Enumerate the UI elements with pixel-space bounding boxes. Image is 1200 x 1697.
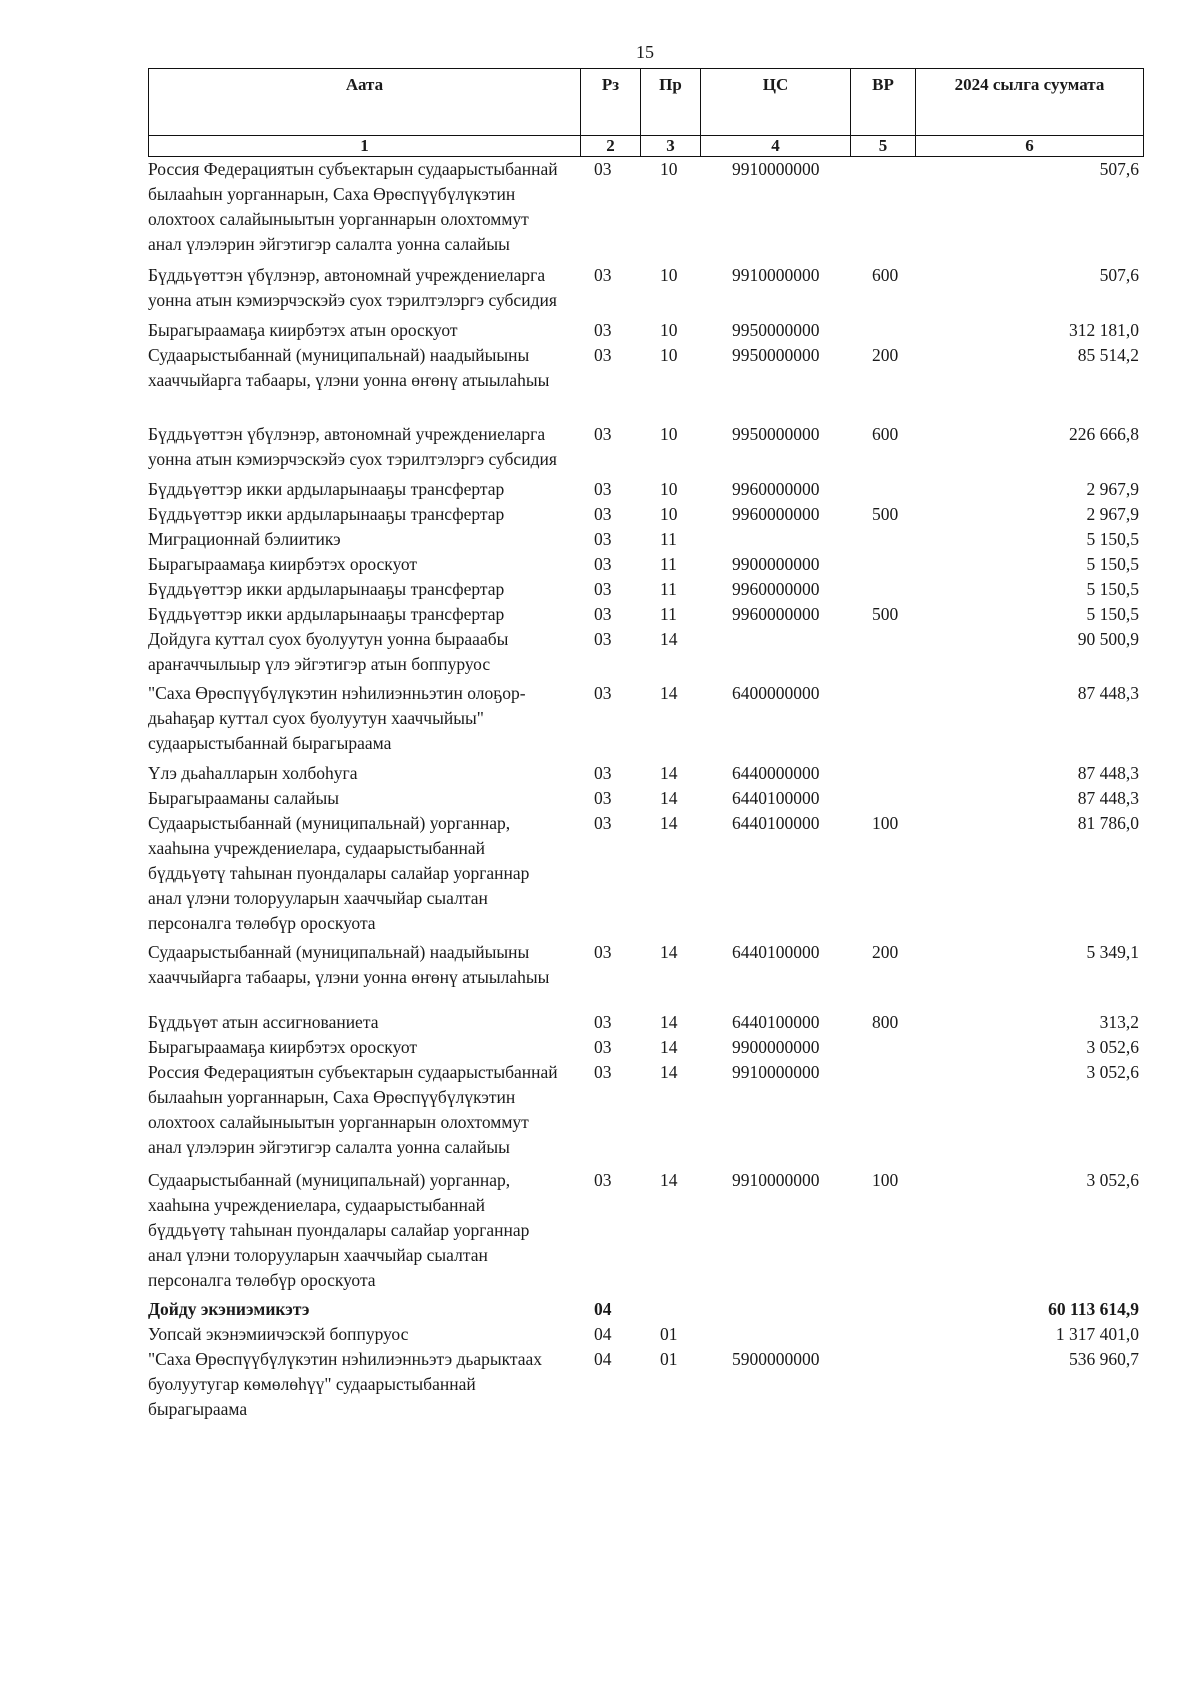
row-name: Бүддьүөттэн үбүлэнэр, автономнай учреждениеларга уонна атын кэмиэрчэскэйэ суох тэрилтэлэргэ субсидия [148, 265, 557, 310]
header-number-5: 5 [851, 136, 916, 157]
row-name: "Саха Өрөспүүбүлүкэтин нэһилиэнньэтин олоҕор-дьаһаҕар куттал суох буолуутун хааччыйыы" судаарыстыбаннай бырагыраама [148, 683, 526, 753]
row-pr: 14 [660, 942, 678, 962]
row-amount: 5 150,5 [1086, 529, 1139, 549]
row-amount: 60 113 614,9 [1048, 1299, 1139, 1319]
header-number-1: 1 [149, 136, 581, 157]
row-rz: 03 [594, 1037, 612, 1057]
row-cs: 9960000000 [732, 579, 820, 599]
row-cs: 9960000000 [732, 504, 820, 524]
row-cs: 6440000000 [732, 763, 820, 783]
row-name: Бырагыраамаҕа киирбэтэх ороскуот [148, 554, 418, 574]
row-name: Бырагыраамаҕа киирбэтэх атын ороскуот [148, 320, 458, 340]
row-cs: 9910000000 [732, 159, 820, 179]
row-cs [700, 1322, 850, 1347]
table-row [148, 1035, 1143, 1060]
row-rz: 03 [594, 320, 612, 340]
row-cs: 9950000000 [732, 320, 820, 340]
row-amount: 507,6 [1099, 265, 1139, 285]
row-cs [700, 527, 850, 552]
row-name: Бүддьүөттэн үбүлэнэр, автономнай учреждениеларга уонна атын кэмиэрчэскэйэ суох тэрилтэлэргэ субсидия [148, 424, 557, 469]
header-vr: ВР [851, 69, 916, 136]
table-row [148, 940, 1143, 1010]
row-rz: 03 [594, 579, 612, 599]
row-vr [850, 681, 915, 761]
row-rz: 03 [594, 683, 612, 703]
header-number-3: 3 [641, 136, 701, 157]
header-rz: Рз [581, 69, 641, 136]
row-amount: 536 960,7 [1069, 1349, 1139, 1369]
row-pr: 10 [660, 424, 678, 444]
row-vr [850, 1035, 915, 1060]
table-row [148, 1010, 1143, 1035]
row-vr [850, 786, 915, 811]
row-amount: 85 514,2 [1077, 345, 1139, 365]
row-amount: 5 150,5 [1086, 554, 1139, 574]
row-rz: 03 [594, 942, 612, 962]
table-row [148, 263, 1143, 318]
row-rz: 04 [594, 1299, 612, 1319]
row-pr: 14 [660, 1012, 678, 1032]
row-cs: 9900000000 [732, 1037, 820, 1057]
row-cs: 5900000000 [732, 1349, 820, 1369]
row-pr: 11 [660, 554, 677, 574]
page-number: 15 [636, 42, 654, 62]
row-name: Судаарыстыбаннай (муниципальнай) наадыйыыны хааччыйарга табаары, үлэни уонна өҥөнү атыылаһыы [148, 942, 550, 987]
row-amount: 313,2 [1099, 1012, 1139, 1032]
table-row [148, 681, 1143, 761]
row-pr: 10 [660, 159, 678, 179]
row-vr [850, 527, 915, 552]
row-amount: 90 500,9 [1077, 629, 1139, 649]
row-rz: 03 [594, 763, 612, 783]
row-vr [850, 577, 915, 602]
row-cs [700, 1297, 850, 1322]
row-cs: 6440100000 [732, 788, 820, 808]
row-cs: 6400000000 [732, 683, 820, 703]
row-amount: 3 052,6 [1086, 1170, 1139, 1190]
table-row [148, 602, 1143, 627]
row-amount: 2 967,9 [1086, 504, 1139, 524]
header-amount: 2024 сылга суумата [916, 69, 1144, 136]
row-name: Бүддьүөт атын ассигнованиета [148, 1012, 379, 1032]
row-pr: 14 [660, 683, 678, 703]
row-vr: 500 [872, 504, 899, 524]
row-amount: 5 150,5 [1086, 579, 1139, 599]
row-pr: 11 [660, 579, 677, 599]
table-row [148, 811, 1143, 940]
row-vr [850, 1322, 915, 1347]
row-vr: 100 [872, 813, 899, 833]
table-row [148, 1297, 1143, 1322]
row-vr: 200 [872, 942, 899, 962]
table-row [148, 318, 1143, 343]
row-rz: 03 [594, 813, 612, 833]
row-pr: 10 [660, 320, 678, 340]
table-header [148, 68, 1144, 157]
row-amount: 87 448,3 [1077, 788, 1139, 808]
row-rz: 03 [594, 788, 612, 808]
row-amount: 87 448,3 [1077, 683, 1139, 703]
row-name: Бүддьүөттэр икки ардыларынааҕы трансфертар [148, 479, 505, 499]
table-row [148, 1322, 1143, 1347]
row-name: Бүддьүөттэр икки ардыларынааҕы трансфертар [148, 579, 505, 599]
row-vr [850, 761, 915, 786]
row-cs: 9960000000 [732, 479, 820, 499]
budget-table [148, 157, 1143, 1422]
row-cs [700, 627, 850, 681]
row-name: "Саха Өрөспүүбүлүкэтин нэһилиэнньэтэ дьарыктаах буолуутугар көмөлөһүү" судаарыстыбаннай бырагыраама [148, 1349, 543, 1419]
row-name: Миграционнай бэлиитикэ [148, 529, 341, 549]
row-vr: 600 [872, 265, 899, 285]
row-cs: 9950000000 [732, 345, 820, 365]
row-name: Бырагыраамаҕа киирбэтэх ороскуот [148, 1037, 418, 1057]
row-rz: 03 [594, 479, 612, 499]
table-row [148, 761, 1143, 786]
row-vr: 100 [872, 1170, 899, 1190]
row-pr: 10 [660, 345, 678, 365]
row-cs: 9900000000 [732, 554, 820, 574]
row-pr: 10 [660, 265, 678, 285]
table-row [148, 477, 1143, 502]
row-name: Россия Федерациятын субъектарын судаарыстыбаннай былааһын уорганнарын, Саха Өрөспүүбүлүкэтин олохтоох салайыныытын уорганнарын олохтоммут анал үлэлэрин эйгэтигэр салалта уонна салайыы [148, 159, 558, 254]
header-cs: ЦС [701, 69, 851, 136]
table-row [148, 786, 1143, 811]
row-amount: 81 786,0 [1077, 813, 1139, 833]
row-name: Дойду экэниэмикэтэ [148, 1299, 310, 1319]
row-vr [850, 477, 915, 502]
header-name: Аата [149, 69, 581, 136]
row-rz: 03 [594, 604, 612, 624]
row-amount: 3 052,6 [1086, 1037, 1139, 1057]
row-rz: 03 [594, 504, 612, 524]
row-amount: 2 967,9 [1086, 479, 1139, 499]
row-vr [850, 1297, 915, 1322]
row-amount: 5 349,1 [1086, 942, 1139, 962]
row-rz: 03 [594, 1170, 612, 1190]
table-row [148, 627, 1143, 681]
row-pr: 14 [660, 1062, 678, 1082]
row-amount: 1 317 401,0 [1055, 1324, 1139, 1344]
row-name: Россия Федерациятын субъектарын судаарыстыбаннай былааһын уорганнарын, Саха Өрөспүүбүлүкэтин олохтоох салайыныытын уорганнарын олохтоммут анал үлэлэрин эйгэтигэр салалта уонна салайыы [148, 1062, 558, 1157]
table-row [148, 422, 1143, 477]
row-rz: 04 [594, 1324, 612, 1344]
row-pr: 01 [660, 1349, 678, 1369]
row-cs: 9960000000 [732, 604, 820, 624]
row-rz: 03 [594, 1062, 612, 1082]
row-vr [850, 1347, 915, 1422]
row-amount: 507,6 [1099, 159, 1139, 179]
row-vr: 600 [872, 424, 899, 444]
row-vr [850, 552, 915, 577]
row-cs: 6440100000 [732, 1012, 820, 1032]
row-vr: 200 [872, 345, 899, 365]
row-rz: 03 [594, 265, 612, 285]
row-vr [850, 627, 915, 681]
row-amount: 87 448,3 [1077, 763, 1139, 783]
row-pr: 11 [660, 529, 677, 549]
row-name: Судаарыстыбаннай (муниципальнай) уорганнар, хааһына учреждениелара, судаарыстыбаннай бүддьүөтү таһынан пуондалары салайар уорганнар анал үлэни толорууларын хааччыйар сыалтан персоналга төлөбүр ороскуота [148, 813, 530, 933]
row-vr: 500 [872, 604, 899, 624]
table-body [148, 157, 1143, 1422]
row-vr [850, 318, 915, 343]
row-vr [850, 157, 915, 263]
row-name: Дойдуга куттал суох буолуутун уонна бырааабы араҥаччылыыр үлэ эйгэтигэр атын боппуруос [148, 629, 509, 674]
row-pr: 10 [660, 479, 678, 499]
table-row [148, 527, 1143, 552]
row-name: Судаарыстыбаннай (муниципальнай) наадыйыыны хааччыйарга табаары, үлэни уонна өҥөнү атыылаһыы [148, 345, 550, 390]
row-pr: 14 [660, 1170, 678, 1190]
row-name: Уопсай экэнэмиичэскэй боппуруос [148, 1324, 409, 1344]
row-name: Бырагырааманы салайыы [148, 788, 340, 808]
row-vr [850, 1060, 915, 1168]
row-rz: 03 [594, 629, 612, 649]
row-cs: 9910000000 [732, 265, 820, 285]
row-rz: 03 [594, 529, 612, 549]
row-rz: 03 [594, 554, 612, 574]
row-pr [640, 1297, 700, 1322]
row-name: Үлэ дьаһалларын холбоһуга [148, 763, 358, 783]
row-name: Бүддьүөттэр икки ардыларынааҕы трансфертар [148, 604, 505, 624]
header-pr: Пр [641, 69, 701, 136]
row-pr: 10 [660, 504, 678, 524]
row-pr: 01 [660, 1324, 678, 1344]
row-rz: 03 [594, 424, 612, 444]
row-amount: 226 666,8 [1069, 424, 1139, 444]
row-pr: 11 [660, 604, 677, 624]
row-cs: 6440100000 [732, 942, 820, 962]
row-vr: 800 [872, 1012, 899, 1032]
row-pr: 14 [660, 763, 678, 783]
row-cs: 9910000000 [732, 1062, 820, 1082]
row-rz: 04 [594, 1349, 612, 1369]
row-amount: 312 181,0 [1069, 320, 1139, 340]
header-number-4: 4 [701, 136, 851, 157]
header-number-6: 6 [916, 136, 1144, 157]
row-cs: 6440100000 [732, 813, 820, 833]
table-row [148, 343, 1143, 422]
table-row [148, 552, 1143, 577]
row-amount: 5 150,5 [1086, 604, 1139, 624]
row-pr: 14 [660, 813, 678, 833]
row-rz: 03 [594, 1012, 612, 1032]
row-pr: 14 [660, 629, 678, 649]
table-row [148, 157, 1143, 263]
row-cs: 9910000000 [732, 1170, 820, 1190]
row-rz: 03 [594, 345, 612, 365]
row-amount: 3 052,6 [1086, 1062, 1139, 1082]
table-row [148, 502, 1143, 527]
row-pr: 14 [660, 1037, 678, 1057]
row-name: Бүддьүөттэр икки ардыларынааҕы трансфертар [148, 504, 505, 524]
row-rz: 03 [594, 159, 612, 179]
table-row [148, 1347, 1143, 1422]
row-name: Судаарыстыбаннай (муниципальнай) уорганнар, хааһына учреждениелара, судаарыстыбаннай бүддьүөтү таһынан пуондалары салайар уорганнар анал үлэни толорууларын хааччыйар сыалтан персоналга төлөбүр ороскуота [148, 1170, 530, 1290]
row-pr: 14 [660, 788, 678, 808]
table-row [148, 577, 1143, 602]
row-cs: 9950000000 [732, 424, 820, 444]
table-row [148, 1060, 1143, 1168]
header-number-2: 2 [581, 136, 641, 157]
table-row [148, 1168, 1143, 1297]
